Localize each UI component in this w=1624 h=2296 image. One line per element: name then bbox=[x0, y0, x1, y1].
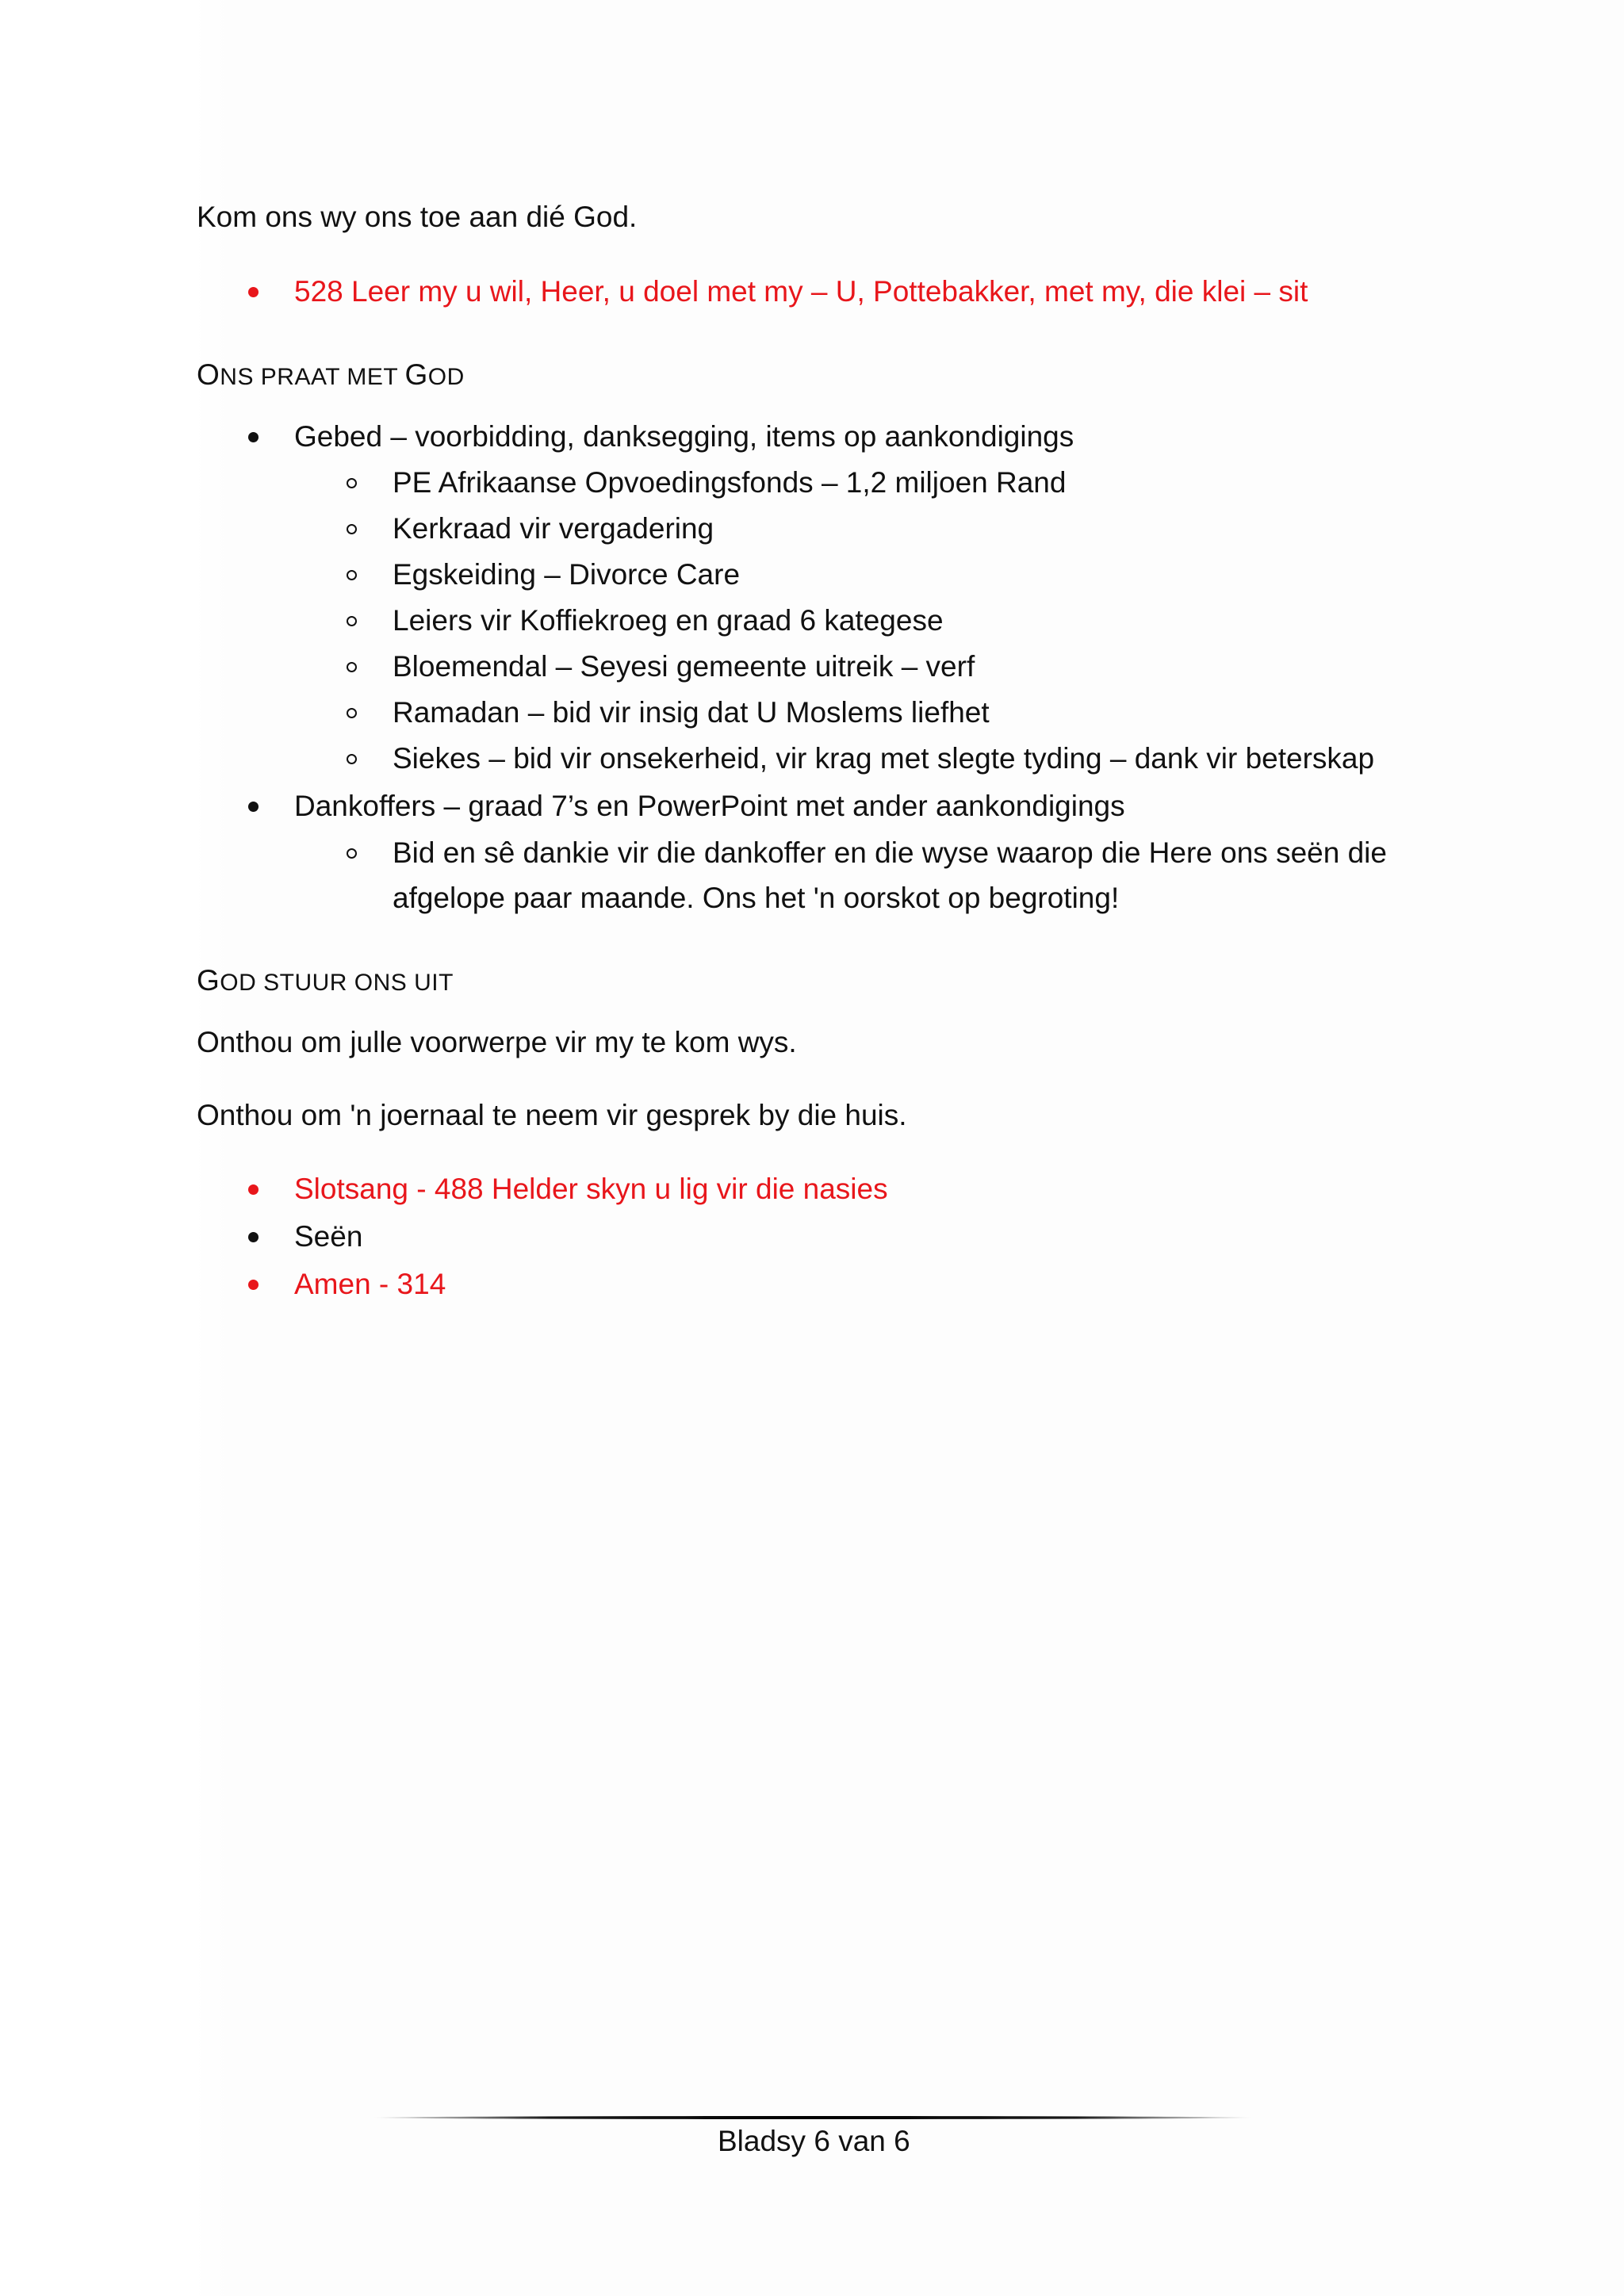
heading-text: OD bbox=[427, 364, 465, 390]
section-heading-god-stuur-ons-uit bbox=[197, 963, 454, 1001]
section-heading-ons-praat-met-god bbox=[197, 358, 465, 395]
amen: Amen - 314 bbox=[294, 1268, 446, 1300]
heading-cap: O bbox=[197, 358, 220, 391]
closing-song: Slotsang - 488 Helder skyn u lig vir die nasies bbox=[294, 1173, 888, 1205]
circle-bullet-icon bbox=[347, 478, 357, 488]
bullet-icon bbox=[248, 287, 259, 297]
circle-bullet-icon bbox=[347, 570, 357, 580]
heading-cap: G bbox=[404, 358, 428, 391]
heading-text: OD STUUR ONS UIT bbox=[220, 970, 454, 996]
offering-label: Dankoffers – graad 7’s en PowerPoint met ander aankondigings bbox=[294, 790, 1125, 822]
offering-note-line1: Bid en sê dankie vir die dankoffer en die wyse waarop die Here ons seën die bbox=[393, 836, 1387, 869]
bullet-icon bbox=[248, 1280, 259, 1290]
circle-bullet-icon bbox=[347, 754, 357, 764]
prayer-item: Kerkraad vir vergadering bbox=[393, 512, 714, 545]
offering-note-line2: afgelope paar maande. Ons het 'n oorskot op begroting! bbox=[393, 882, 1120, 914]
opening-song: 528 Leer my u wil, Heer, u doel met my – U, Pottebakker, met my, die klei – sit bbox=[294, 275, 1308, 308]
prayer-label: Gebed – voorbidding, danksegging, items op aankondigings bbox=[294, 420, 1074, 453]
circle-bullet-icon bbox=[347, 708, 357, 718]
footer-divider bbox=[373, 2116, 1253, 2119]
reminder-text: Onthou om 'n joernaal te neem vir gesprek by die huis. bbox=[197, 1099, 907, 1131]
prayer-item: Egskeiding – Divorce Care bbox=[393, 558, 741, 591]
prayer-item: Bloemendal – Seyesi gemeente uitreik – verf bbox=[393, 650, 975, 683]
prayer-item: PE Afrikaanse Opvoedingsfonds – 1,2 miljoen Rand bbox=[393, 466, 1067, 499]
blessing: Seën bbox=[294, 1220, 363, 1253]
bullet-icon bbox=[248, 1184, 259, 1195]
heading-text: NS PRAAT MET bbox=[220, 364, 405, 390]
heading-cap: G bbox=[197, 964, 220, 997]
reminder-text: Onthou om julle voorwerpe vir my te kom wys. bbox=[197, 1026, 797, 1058]
bullet-icon bbox=[248, 1232, 259, 1242]
prayer-item: Leiers vir Koffiekroeg en graad 6 kategese bbox=[393, 604, 944, 637]
bullet-icon bbox=[248, 432, 259, 442]
circle-bullet-icon bbox=[347, 616, 357, 626]
prayer-item: Siekes – bid vir onsekerheid, vir krag met slegte tyding – dank vir beterskap bbox=[393, 742, 1375, 775]
circle-bullet-icon bbox=[347, 524, 357, 534]
bullet-icon bbox=[248, 802, 259, 812]
prayer-item: Ramadan – bid vir insig dat U Moslems liefhet bbox=[393, 696, 990, 729]
page-number: Bladsy 6 van 6 bbox=[718, 2125, 910, 2157]
intro-text: Kom ons wy ons toe aan dié God. bbox=[197, 201, 638, 233]
circle-bullet-icon bbox=[347, 662, 357, 672]
circle-bullet-icon bbox=[347, 848, 357, 859]
